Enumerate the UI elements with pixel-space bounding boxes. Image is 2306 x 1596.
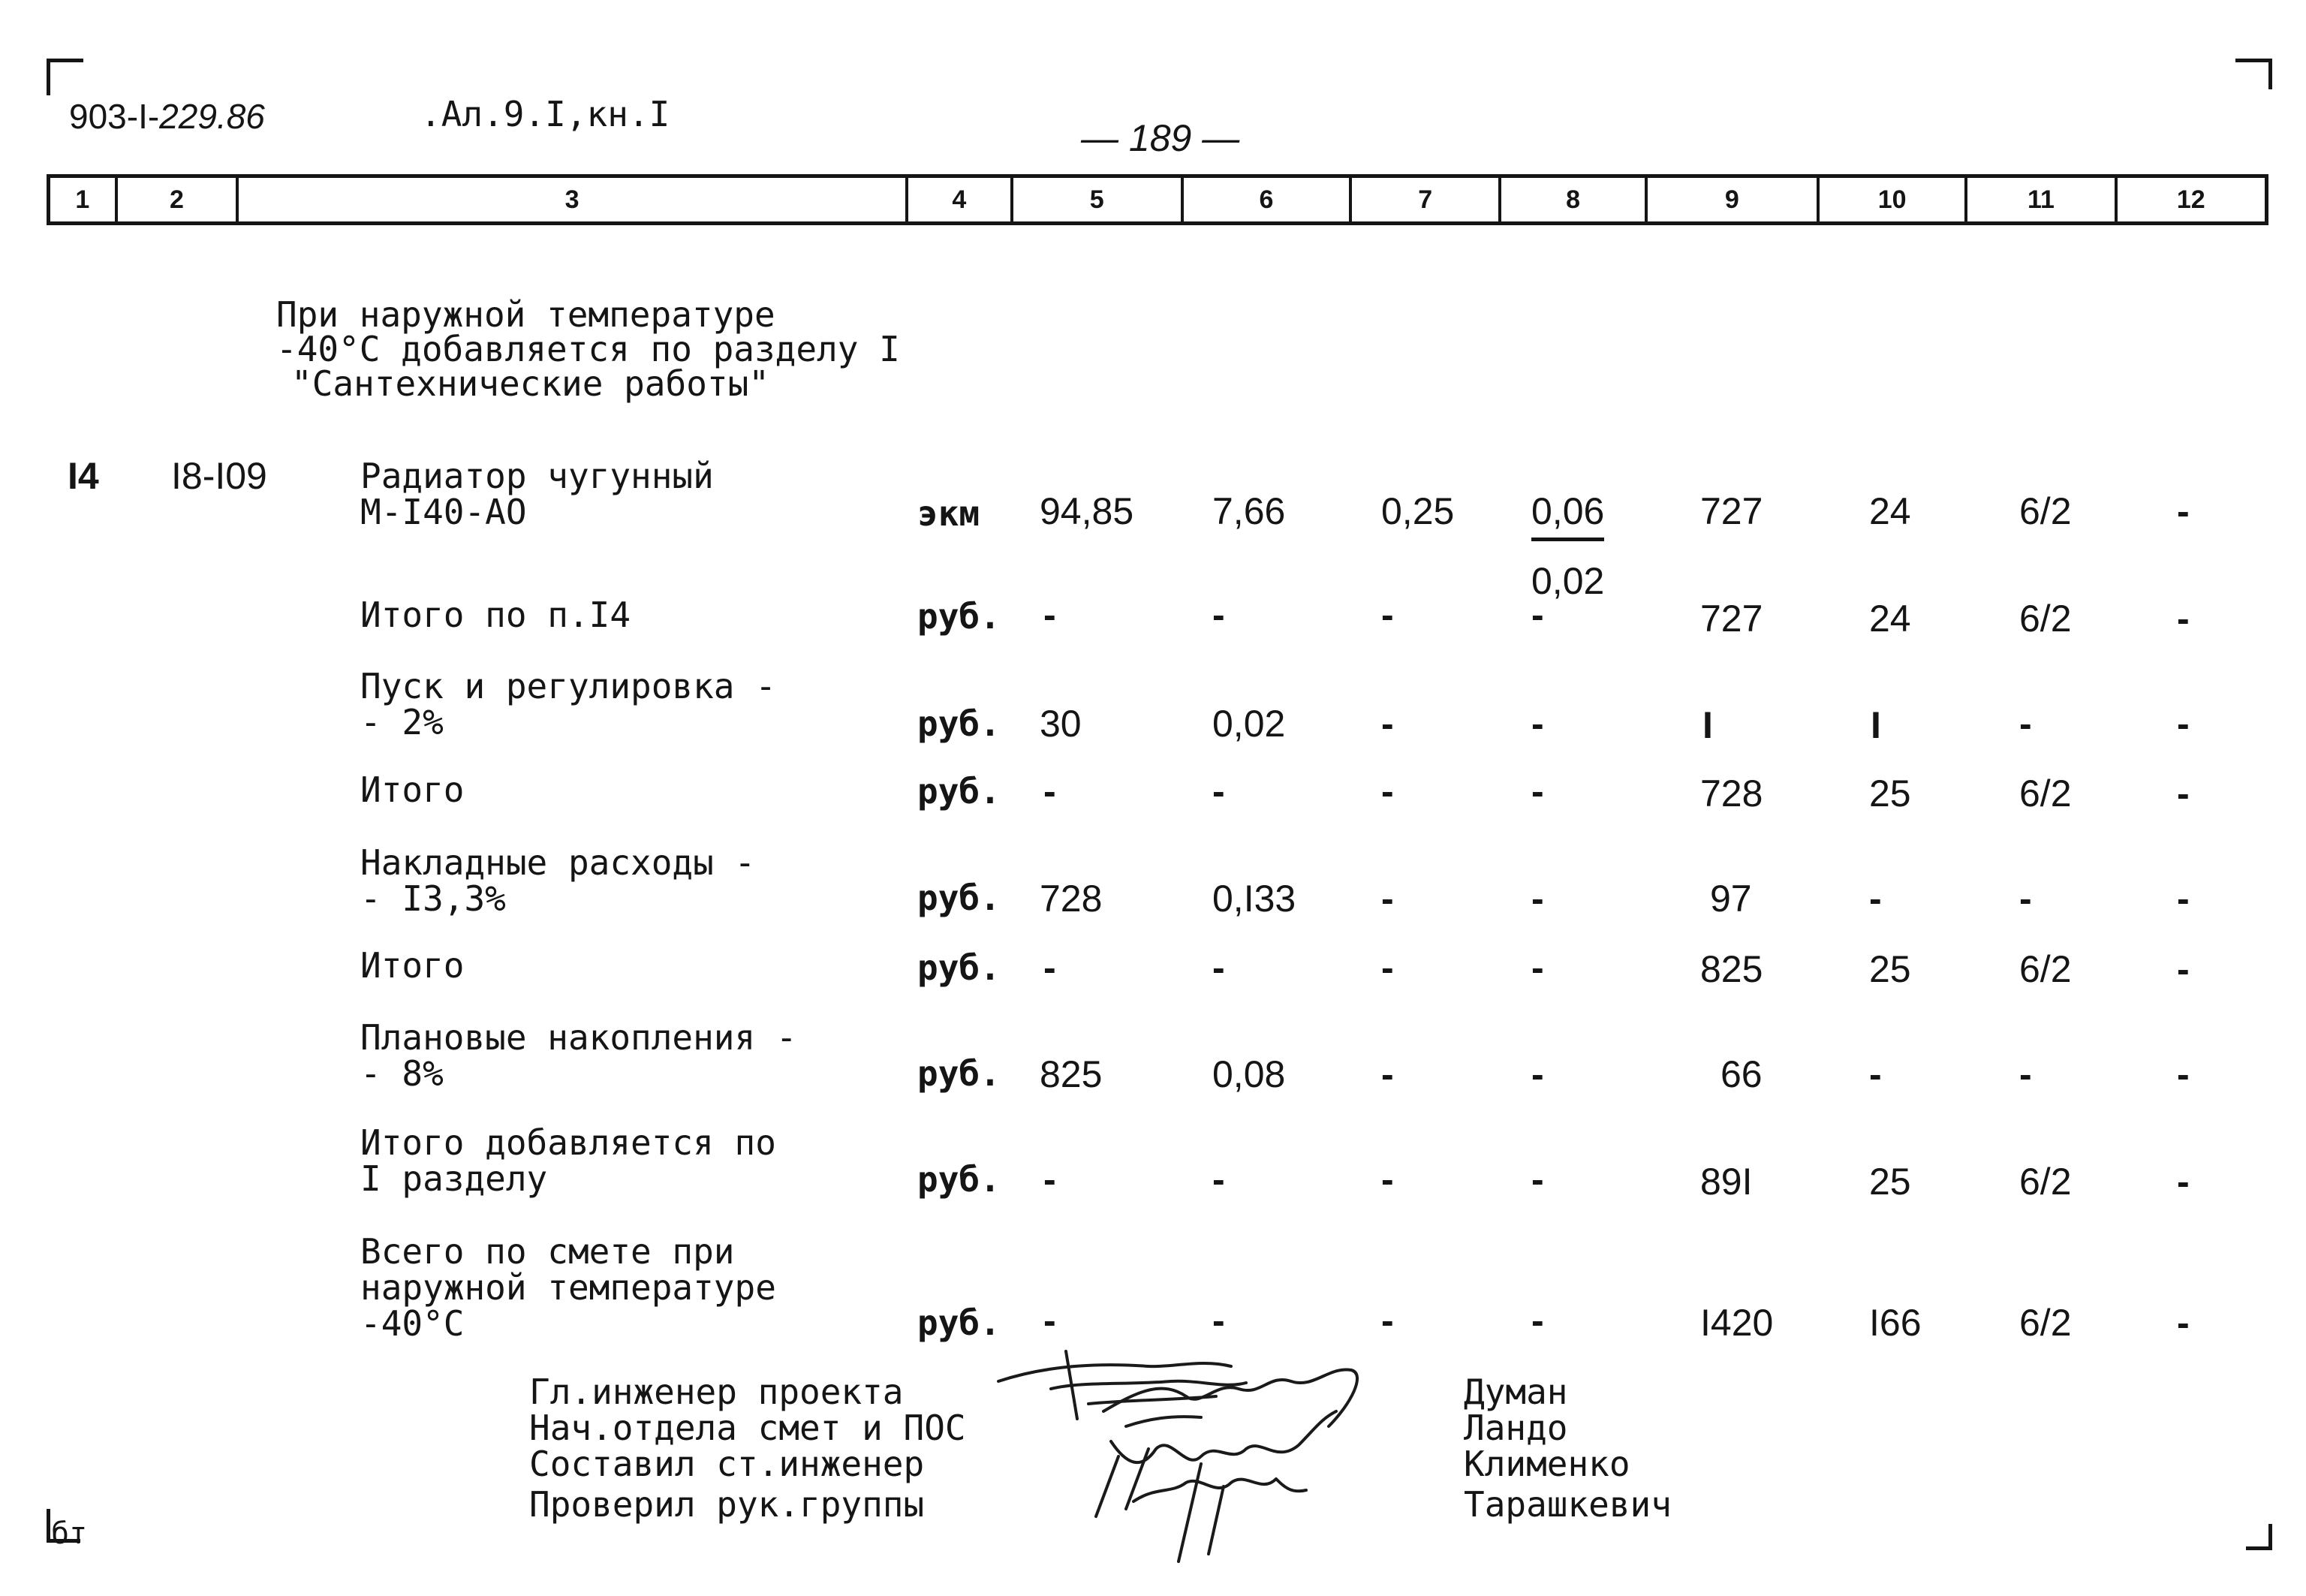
unit-cell: экм: [917, 493, 980, 534]
cell-col6: -: [1212, 1158, 1225, 1200]
intro-line: "Сантехнические работы": [291, 363, 769, 404]
cell-col8-numerator: 0,06: [1531, 489, 1604, 541]
cell-col8: -: [1531, 878, 1544, 920]
cell-col7: -: [1381, 1053, 1394, 1095]
cell-col10: 24: [1869, 598, 1911, 640]
cell-col7: -: [1381, 703, 1394, 745]
signature-role: Гл.инженер проекта: [529, 1372, 904, 1412]
cell-col10: I: [1871, 704, 1881, 746]
cell-col8: -: [1531, 594, 1544, 636]
cell-col7: -: [1381, 1158, 1394, 1200]
column-number-strip: [47, 174, 2268, 225]
cell-col5: -: [1043, 1158, 1056, 1200]
signature-name: Думан: [1464, 1372, 1568, 1412]
cell-col5: -: [1043, 594, 1056, 636]
cell-col8: -: [1531, 1299, 1544, 1342]
signature-name: Ландо: [1464, 1408, 1568, 1448]
row-label: Итого: [360, 945, 465, 986]
cell-col12: -: [2177, 1053, 2190, 1095]
cell-col10: 24: [1869, 490, 1911, 532]
unit-cell: руб.: [917, 596, 1001, 637]
cell-col10: 25: [1869, 1161, 1911, 1203]
cell-col5: -: [1043, 947, 1056, 989]
column-number: 5: [1013, 178, 1184, 221]
cell-col6: 0,08: [1212, 1053, 1286, 1095]
column-number: 6: [1184, 178, 1352, 221]
cell-col9: I420: [1700, 1302, 1774, 1344]
cell-col9: 89I: [1700, 1161, 1753, 1203]
cell-col11: 6/2: [2019, 1161, 2072, 1203]
row-label: Итого добавляется по I разделу: [360, 1122, 776, 1199]
column-number: 3: [239, 178, 908, 221]
footer-mark: бт: [51, 1516, 88, 1551]
cell-col7: -: [1381, 594, 1394, 636]
cell-col11: -: [2019, 703, 2032, 745]
cell-col6: 0,02: [1212, 703, 1286, 745]
cell-col10: 25: [1869, 948, 1911, 990]
cell-col12: -: [2177, 878, 2190, 920]
handwritten-signatures: [976, 1336, 1426, 1576]
cell-col5: -: [1043, 770, 1056, 812]
cell-col5: -: [1043, 1299, 1056, 1342]
intro-line: -40°С добавляется по разделу I: [276, 329, 900, 369]
cell-col8: -: [1531, 947, 1544, 989]
cell-col10: 25: [1869, 772, 1911, 815]
cell-col9: 825: [1700, 948, 1763, 990]
corner-mark-bottom-right: [2246, 1524, 2272, 1550]
cell-col11: 6/2: [2019, 490, 2072, 532]
cell-col12: -: [2177, 490, 2190, 532]
row-label: Итого по п.I4: [360, 595, 631, 635]
cell-col6: -: [1212, 594, 1225, 636]
cell-col12: -: [2177, 703, 2190, 745]
cell-col7: -: [1381, 878, 1394, 920]
cell-col12: -: [2177, 772, 2190, 815]
cell-col5: 30: [1040, 703, 1082, 745]
cell-col9: I: [1702, 704, 1713, 746]
corner-mark-top-right: [2235, 59, 2272, 89]
cell-col7: -: [1381, 770, 1394, 812]
intro-note: [276, 294, 900, 404]
signature-role: Проверил рук.группы: [529, 1484, 925, 1525]
cell-col12: -: [2177, 948, 2190, 990]
cell-col10: -: [1869, 1053, 1882, 1095]
column-number: 10: [1820, 178, 1967, 221]
cell-col8-denominator: 0,02: [1531, 560, 1605, 602]
unit-cell: руб.: [917, 1302, 1001, 1343]
cell-col9: 727: [1700, 490, 1763, 532]
cell-col8: -: [1531, 703, 1544, 745]
column-number: 9: [1648, 178, 1820, 221]
document-code: 903-I-229.86: [69, 97, 265, 136]
cell-col11: -: [2019, 1053, 2032, 1095]
signature-role: Составил ст.инженер: [529, 1444, 925, 1484]
cell-col11: 6/2: [2019, 772, 2072, 815]
unit-cell: руб.: [917, 1159, 1001, 1200]
cell-col12: -: [2177, 598, 2190, 640]
column-number: 11: [1967, 178, 2117, 221]
cell-col10: -: [1869, 878, 1882, 920]
cell-col8: -: [1531, 770, 1544, 812]
item-code: I8-I09: [171, 455, 267, 497]
row-label: Плановые накопления - - 8%: [360, 1017, 797, 1094]
cell-col11: 6/2: [2019, 598, 2072, 640]
signature-name: Клименко: [1464, 1444, 1630, 1484]
column-number: 1: [50, 178, 118, 221]
unit-cell: руб.: [917, 703, 1001, 744]
cell-col11: 6/2: [2019, 1302, 2072, 1344]
row-label: Накладные расходы - - I3,3%: [360, 842, 756, 919]
signature-name: Тарашкевич: [1464, 1484, 1672, 1525]
row-label: Всего по смете при наружной температуре -40°С: [360, 1231, 776, 1344]
column-number: 8: [1501, 178, 1647, 221]
column-number: 7: [1352, 178, 1501, 221]
unit-cell: руб.: [917, 947, 1001, 988]
cell-col5: 728: [1040, 878, 1103, 920]
cell-col9: 727: [1700, 598, 1763, 640]
unit-cell: руб.: [917, 1053, 1001, 1094]
corner-mark-top-left: [47, 59, 83, 95]
intro-line: При наружной температуре: [276, 294, 775, 335]
page-number: — 189 —: [1081, 117, 1240, 159]
cell-col11: 6/2: [2019, 948, 2072, 990]
cell-col5: 825: [1040, 1053, 1103, 1095]
unit-cell: руб.: [917, 878, 1001, 918]
cell-col6: 7,66: [1212, 490, 1286, 532]
cell-col9: 97: [1710, 878, 1752, 920]
cell-col6: 0,I33: [1212, 878, 1296, 920]
cell-col10: I66: [1869, 1302, 1922, 1344]
cell-col6: -: [1212, 770, 1225, 812]
album-reference: .Ал.9.I,кн.I: [420, 94, 670, 134]
cell-col6: -: [1212, 947, 1225, 989]
item-number: I4: [68, 455, 99, 497]
cell-col7: 0,25: [1381, 490, 1455, 532]
cell-col12: -: [2177, 1302, 2190, 1344]
unit-cell: руб.: [917, 771, 1001, 812]
cell-col5: 94,85: [1040, 490, 1134, 532]
cell-col9: 728: [1700, 772, 1763, 815]
column-number: 12: [2176, 185, 2205, 214]
signature-role: Нач.отдела смет и ПОС: [529, 1408, 966, 1448]
cell-col8: -: [1531, 1053, 1544, 1095]
cell-col7: -: [1381, 947, 1394, 989]
cell-col11: -: [2019, 878, 2032, 920]
cell-col12: -: [2177, 1161, 2190, 1203]
column-number: 4: [908, 178, 1013, 221]
cell-col6: -: [1212, 1299, 1225, 1342]
cell-col8: -: [1531, 1158, 1544, 1200]
cell-col9: 66: [1720, 1053, 1763, 1095]
row-label: Итого: [360, 769, 465, 810]
column-number: 2: [118, 178, 239, 221]
item-description: Радиатор чугунный М-I40-АО: [360, 456, 714, 532]
cell-col7: -: [1381, 1299, 1394, 1342]
row-label: Пуск и регулировка - - 2%: [360, 666, 776, 742]
